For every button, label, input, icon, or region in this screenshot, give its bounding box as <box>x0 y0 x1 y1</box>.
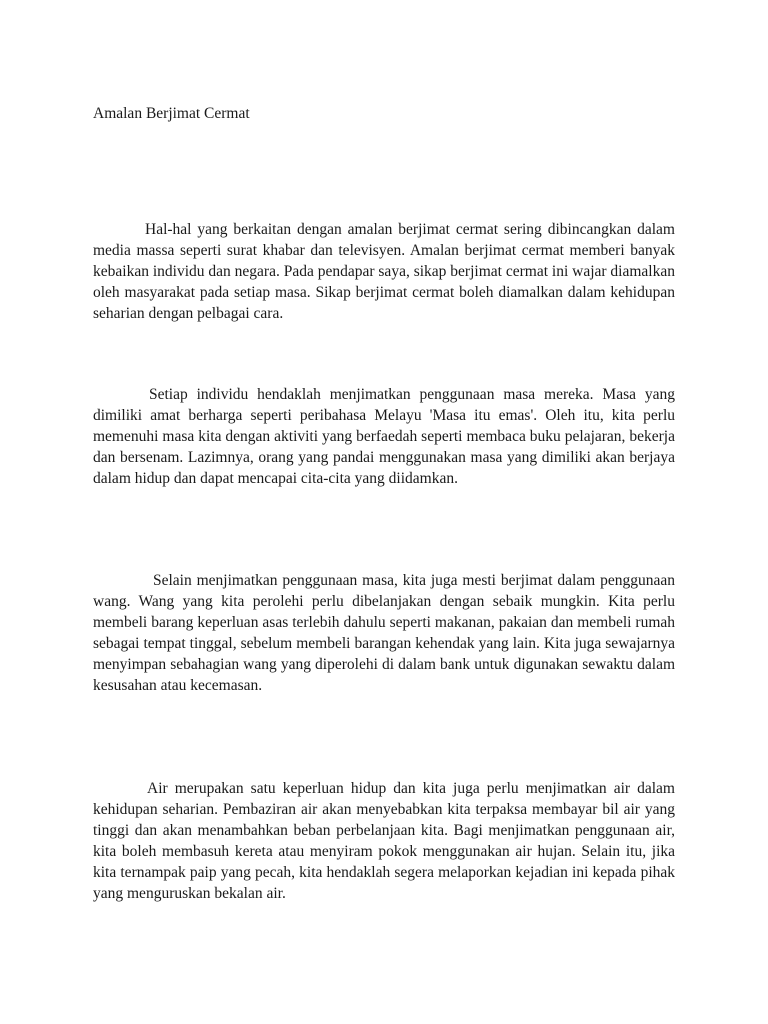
document-title: Amalan Berjimat Cermat <box>93 105 250 122</box>
paragraph-time-saving: Setiap individu hendaklah menjimatkan penggunaan masa mereka. Masa yang dimiliki amat berharga seperti peribahasa Melayu 'Masa itu emas'. Oleh itu, kita perlu memenuhi masa kita dengan aktiviti yang berfaedah seperti membaca buku pelajaran, bekerja dan bersenam. Lazimnya, orang yang pandai menggunakan masa yang dimiliki akan berjaya dalam hidup dan dapat mencapai cita-cita yang diidamkan. <box>93 386 675 487</box>
paragraph-introduction: Hal-hal yang berkaitan dengan amalan berjimat cermat sering dibincangkan dalam media massa seperti surat khabar dan televisyen. Amalan berjimat cermat memberi banyak kebaikan individu dan negara. Pada pendapar saya, sikap berjimat cermat ini wajar diamalkan oleh masyarakat pada setiap masa. Sikap berjimat cermat boleh diamalkan dalam kehidupan seharian dengan pelbagai cara. <box>93 221 675 322</box>
paragraph-money-saving: Selain menjimatkan penggunaan masa, kita juga mesti berjimat dalam penggunaan wang. Wang yang kita perolehi perlu dibelanjakan dengan sebaik mungkin. Kita perlu membeli barang keperluan asas terlebih dahulu seperti makanan, pakaian dan membeli rumah sebagai tempat tinggal, sebelum membeli barangan kehendak yang lain. Kita juga sewajarnya menyimpan sebahagian wang yang diperolehi di dalam bank untuk digunakan sewaktu dalam kesusahan atau kecemasan. <box>93 572 675 694</box>
paragraph-water-saving: Air merupakan satu keperluan hidup dan kita juga perlu menjimatkan air dalam kehidupan seharian. Pembaziran air akan menyebabkan kita terpaksa membayar bil air yang tinggi dan akan menambahkan beban perbelanjaan kita. Bagi menjimatkan penggunaan air, kita boleh membasuh kereta atau menyiram pokok menggunakan air hujan. Selain itu, jika kita ternampak paip yang pecah, kita hendaklah segera melaporkan kejadian ini kepada pihak yang menguruskan bekalan air. <box>93 780 675 902</box>
